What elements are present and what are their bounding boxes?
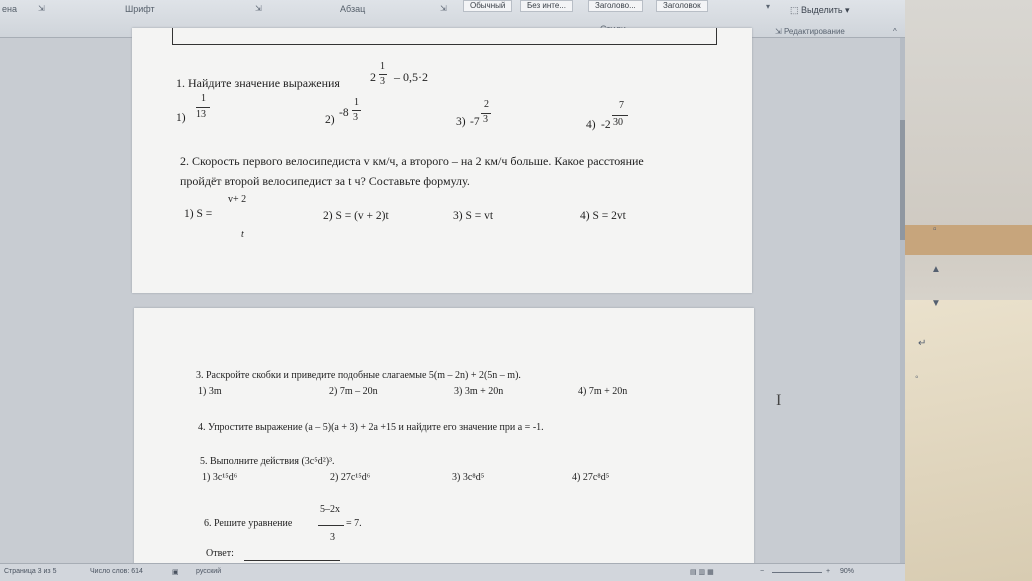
- font-launcher-icon[interactable]: ⇲: [255, 4, 262, 13]
- select-label: Выделить: [801, 5, 843, 15]
- q3-opt1: 1) 3m: [198, 386, 222, 397]
- room-background: [905, 0, 1032, 581]
- q2-opt2: 2) S = (v + 2)t: [323, 210, 389, 222]
- scrollbar-thumb[interactable]: [900, 120, 905, 240]
- q1-opt2-num: 1: [354, 97, 359, 108]
- spellcheck-icon[interactable]: ▣: [172, 569, 179, 576]
- select-button[interactable]: ⬚ Выделить ▾: [790, 5, 850, 15]
- q3-opt4: 4) 7m + 20n: [578, 386, 628, 397]
- q2-opt4: 4) S = 2vt: [580, 210, 626, 222]
- select-browse-icon[interactable]: ◦: [915, 372, 919, 383]
- mouse-ibeam-cursor: I: [776, 392, 782, 409]
- q2-opt3: 3) S = vt: [453, 210, 494, 222]
- collapse-ribbon-icon[interactable]: ^: [893, 27, 897, 36]
- q1-opt1-num: 1: [201, 93, 206, 104]
- paragraph-launcher-icon[interactable]: ⇲: [440, 4, 447, 13]
- style-no-spacing[interactable]: Без инте...: [520, 0, 573, 12]
- q1-opt3-label: 3): [456, 116, 466, 128]
- style-normal[interactable]: Обычный: [463, 0, 512, 12]
- q3-text: 3. Раскройте скобки и приведите подобные слагаемые 5(m – 2n) + 2(5n – m).: [196, 370, 521, 381]
- language-label[interactable]: русский: [196, 568, 222, 575]
- vertical-scrollbar[interactable]: [900, 38, 905, 568]
- q2-line2: пройдёт второй велосипедист за t ч? Составьте формулу.: [180, 174, 470, 188]
- q1-opt4-whole: -2: [601, 119, 611, 131]
- q5-opt3: 3) 3c⁸d⁵: [452, 472, 485, 483]
- shelf: [905, 225, 1032, 255]
- q1-den: 3: [380, 76, 385, 87]
- zoom-out-icon[interactable]: −: [760, 568, 765, 575]
- q5-opt4: 4) 27c⁸d⁵: [572, 472, 610, 483]
- ruler-icon[interactable]: ▫: [933, 224, 937, 235]
- q1-text: 1. Найдите значение выражения: [176, 76, 340, 90]
- prev-page-icon[interactable]: ↵: [918, 338, 927, 349]
- editing-group-text: Редактирование: [783, 27, 845, 36]
- q1-opt2-whole: -8: [339, 107, 349, 119]
- view-buttons-icon[interactable]: ▤ ▥ ▦: [690, 569, 714, 576]
- q1-opt1-den: 13: [196, 109, 206, 120]
- q1-opt4-den: 30: [613, 117, 623, 128]
- q2-opt1-den: t: [241, 229, 244, 240]
- zoom-slider[interactable]: [772, 572, 822, 573]
- q1-opt3-den: 3: [483, 114, 488, 125]
- answer-label: Ответ:: [206, 548, 234, 559]
- q1-opt1-label: 1): [176, 112, 186, 124]
- q6-den: 3: [330, 532, 335, 543]
- paragraph-group-label: Абзац: [340, 4, 366, 14]
- header-box: [172, 28, 717, 45]
- styles-more-icon[interactable]: ▾: [766, 2, 771, 11]
- q5-text: 5. Выполните действия (3c⁵d²)³.: [200, 456, 335, 467]
- page-count[interactable]: Страница 3 из 5: [4, 568, 57, 575]
- word-count[interactable]: Число слов: 614: [90, 568, 143, 575]
- q4-text: 4. Упростите выражение (a – 5)(a + 3) + 2a +15 и найдите его значение при a = -1.: [198, 422, 544, 433]
- document-page-1: [132, 28, 752, 293]
- editing-group-label: ⇲ Редактирование: [775, 27, 845, 36]
- style-heading2[interactable]: Заголовок: [656, 0, 708, 12]
- q1-frac-bar: [379, 74, 387, 75]
- q1-opt2-label: 2): [325, 114, 335, 126]
- q1-opt4-num: 7: [619, 100, 624, 111]
- q3-opt3: 3) 3m + 20n: [454, 386, 504, 397]
- q3-opt2: 2) 7m – 20n: [329, 386, 378, 397]
- q1-tail: – 0,5·2: [394, 70, 428, 84]
- ribbon-cut-label: ена: [2, 4, 17, 14]
- clipboard-launcher-icon[interactable]: ⇲: [38, 4, 45, 13]
- zoom-in-icon[interactable]: +: [826, 568, 831, 575]
- style-heading1[interactable]: Заголово...: [588, 0, 643, 12]
- q2-opt1-label: 1) S =: [184, 208, 213, 220]
- q1-whole: 2: [370, 70, 376, 84]
- scroll-up-icon[interactable]: ▲: [931, 264, 941, 275]
- q5-opt2: 2) 27c¹⁵d⁶: [330, 472, 371, 483]
- q1-opt3-num: 2: [484, 99, 489, 110]
- q6-frac-bar: [318, 525, 344, 526]
- q1-opt3-whole: -7: [470, 116, 480, 128]
- q1-opt2-den: 3: [353, 112, 358, 123]
- q6-text: 6. Решите уравнение: [204, 518, 293, 529]
- q1-opt1-bar: [196, 107, 210, 108]
- document-page-2: [134, 308, 754, 570]
- q1-opt4-label: 4): [586, 119, 596, 131]
- q2-line1: 2. Скорость первого велосипедиста v км/ч, а второго – на 2 км/ч больше. Какое расстояние: [180, 154, 644, 168]
- q6-num: 5–2x: [320, 504, 340, 515]
- q2-opt1-num: v+ 2: [228, 194, 247, 205]
- q1-opt2-bar: [352, 110, 361, 111]
- font-group-label: Шрифт: [125, 4, 155, 14]
- zoom-level[interactable]: 90%: [840, 568, 855, 575]
- status-bar: [0, 563, 905, 581]
- q6-tail: = 7.: [346, 518, 362, 529]
- q1-opt4-bar: [612, 115, 628, 116]
- q5-opt1: 1) 3c¹⁵d⁶: [202, 472, 238, 483]
- q1-num: 1: [380, 61, 385, 72]
- answer-line[interactable]: [244, 560, 340, 561]
- scroll-down-icon[interactable]: ▼: [931, 298, 941, 309]
